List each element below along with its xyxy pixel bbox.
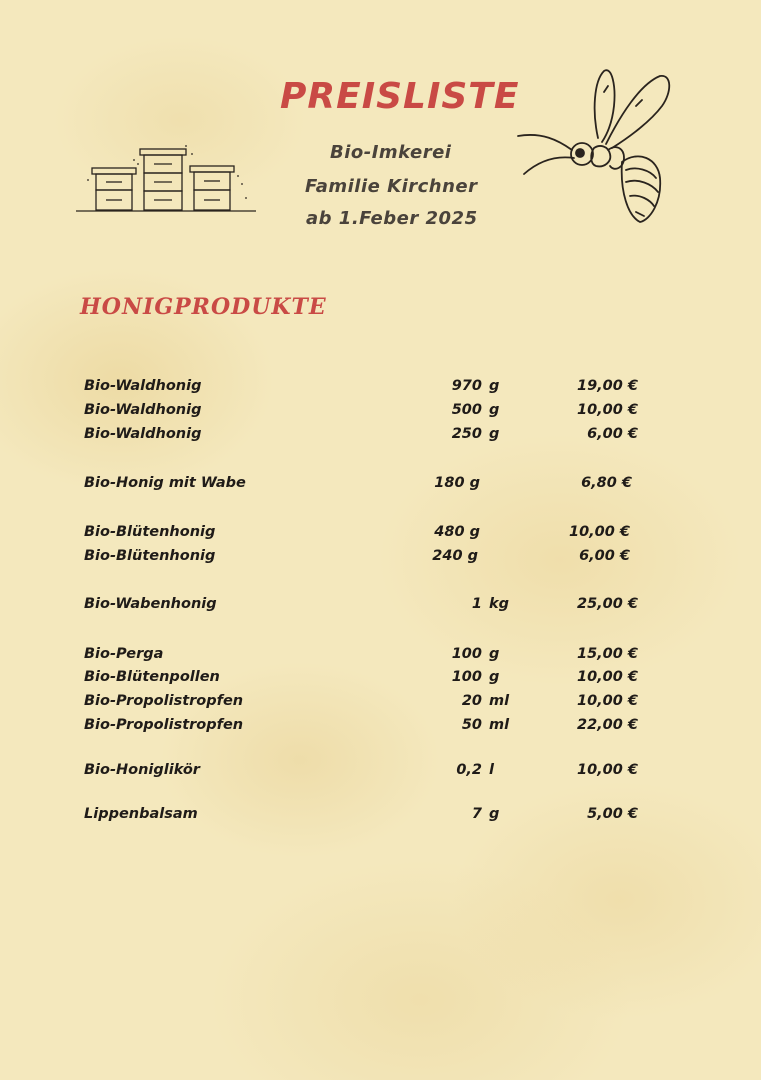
item-price: 25,00 €	[576, 596, 638, 612]
list-item	[0, 693, 761, 715]
item-price: 10,00 €	[576, 402, 638, 418]
item-name: Bio-Honig mit Wabe	[84, 475, 246, 491]
list-item	[0, 806, 761, 828]
list-item	[0, 524, 761, 546]
item-name: Bio-Waldhonig	[84, 426, 202, 442]
item-quantity: 100	[451, 646, 482, 662]
list-item	[0, 646, 761, 668]
item-name: Lippenbalsam	[84, 806, 198, 822]
item-quantity: 240 g	[432, 548, 478, 564]
list-item	[0, 596, 761, 618]
item-quantity: 180 g	[434, 475, 480, 491]
item-unit: kg	[489, 596, 510, 612]
item-unit: ml	[489, 693, 510, 709]
item-price: 10,00 €	[576, 762, 638, 778]
subtitle-familie: Familie Kirchner	[305, 176, 478, 197]
item-name: Bio-Waldhonig	[84, 402, 202, 418]
item-unit: g	[489, 806, 500, 822]
item-name: Bio-Propolistropfen	[84, 693, 244, 709]
item-unit: g	[489, 402, 500, 418]
item-unit: l	[489, 762, 494, 778]
item-price: 10,00 €	[576, 693, 638, 709]
item-name: Bio-Blütenhonig	[84, 548, 216, 564]
item-price: 5,00 €	[587, 806, 638, 822]
item-quantity: 0,2	[456, 762, 482, 778]
list-item	[0, 475, 761, 497]
subtitle-date: ab 1.Feber 2025	[306, 208, 478, 229]
item-name: Bio-Wabenhonig	[84, 596, 217, 612]
page-title: PREISLISTE	[280, 76, 520, 117]
item-name: Bio-Perga	[84, 646, 164, 662]
list-item	[0, 717, 761, 739]
list-item	[0, 378, 761, 400]
item-quantity: 480 g	[434, 524, 480, 540]
item-quantity: 50	[461, 717, 482, 733]
item-price: 6,00 €	[587, 426, 638, 442]
item-quantity: 970	[451, 378, 482, 394]
item-unit: g	[489, 378, 500, 394]
item-unit: ml	[489, 717, 510, 733]
section-title: HONIGPRODUKTE	[80, 294, 327, 320]
list-item	[0, 762, 761, 784]
item-quantity: 500	[451, 402, 482, 418]
item-price: 15,00 €	[576, 646, 638, 662]
item-price: 19,00 €	[576, 378, 638, 394]
item-unit: g	[489, 646, 500, 662]
item-price: 10,00 €	[576, 669, 638, 685]
item-quantity: 100	[451, 669, 482, 685]
item-price: 6,00 €	[579, 548, 630, 564]
item-name: Bio-Honiglikör	[84, 762, 200, 778]
item-name: Bio-Blütenpollen	[84, 669, 220, 685]
item-name: Bio-Blütenhonig	[84, 524, 216, 540]
item-quantity: 20	[461, 693, 482, 709]
item-name: Bio-Waldhonig	[84, 378, 202, 394]
item-price: 6,80 €	[581, 475, 632, 491]
list-item	[0, 669, 761, 691]
item-quantity: 7	[471, 806, 482, 822]
list-item	[0, 402, 761, 424]
subtitle-imkerei: Bio-Imkerei	[330, 142, 452, 163]
bee-icon	[512, 66, 682, 231]
item-price: 10,00 €	[568, 524, 630, 540]
item-unit: g	[489, 669, 500, 685]
list-item	[0, 548, 761, 570]
item-quantity: 1	[471, 596, 482, 612]
item-price: 22,00 €	[576, 717, 638, 733]
item-unit: g	[489, 426, 500, 442]
item-name: Bio-Propolistropfen	[84, 717, 244, 733]
list-item	[0, 426, 761, 448]
beehives-icon	[74, 140, 264, 220]
item-quantity: 250	[451, 426, 482, 442]
